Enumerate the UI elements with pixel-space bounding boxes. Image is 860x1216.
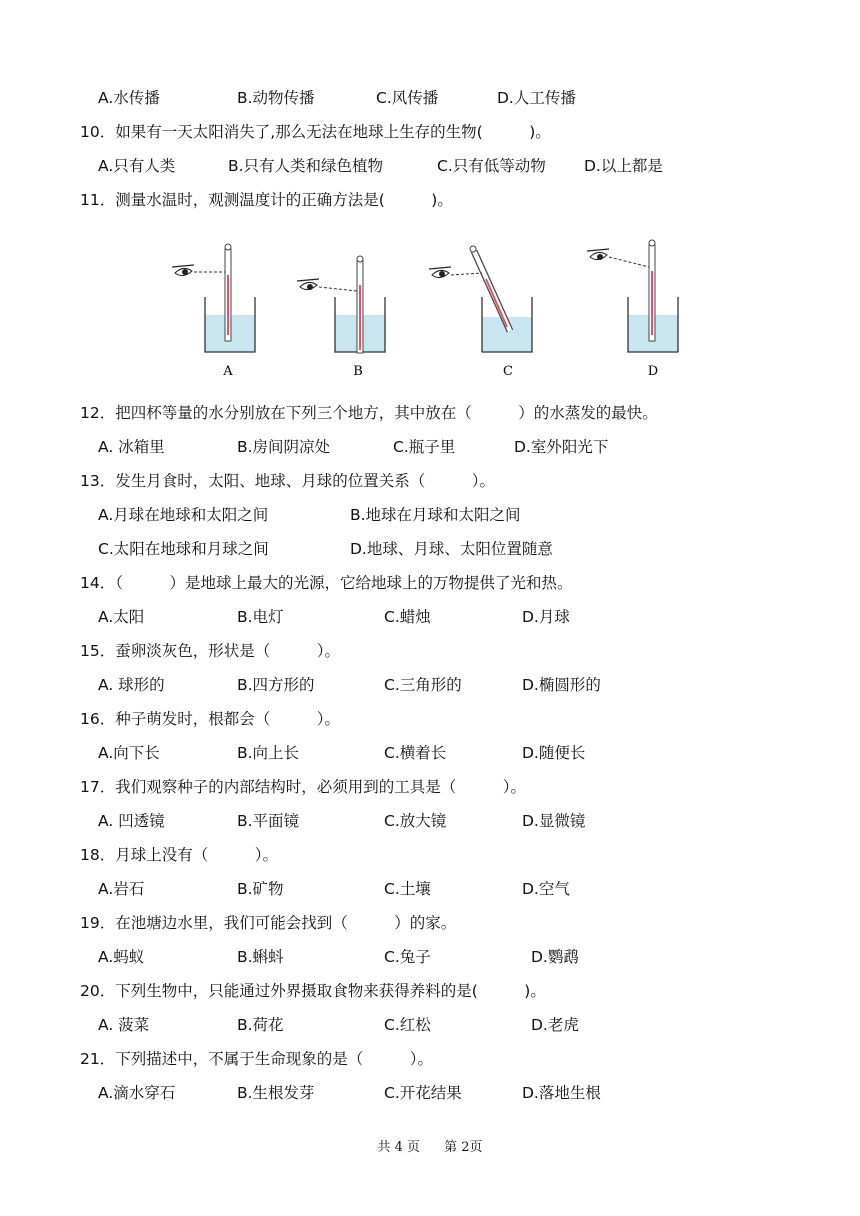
beaker-a (172, 244, 255, 352)
q13-option-d: D.地球、月球、太阳位置随意 (350, 540, 553, 558)
q12-option-b: B.房间阴凉处 (237, 438, 331, 456)
q18-stem: 18．月球上没有（ ）。 (80, 846, 278, 864)
q16-option-c: C.横着长 (384, 744, 447, 762)
figure-label-c: C (503, 364, 513, 379)
q19-option-c: C.兔子 (384, 948, 431, 966)
q19-option-d: D.鹦鹉 (531, 948, 579, 966)
beaker-c (429, 246, 532, 352)
q19-option-a: A.蚂蚁 (98, 948, 145, 966)
q21-option-a: A.滴水穿石 (98, 1084, 176, 1102)
q14-option-a: A.太阳 (98, 608, 145, 626)
q14-option-c: C.蜡烛 (384, 608, 431, 626)
q18-option-b: B.矿物 (237, 880, 284, 898)
q13-stem: 13．发生月食时，太阳、地球、月球的位置关系（ ）。 (80, 472, 495, 490)
figure-label-d: D (647, 364, 659, 379)
q10-option-a: A.只有人类 (98, 157, 176, 175)
beaker-b (297, 256, 385, 353)
q15-option-b: B.四方形的 (237, 676, 315, 694)
q14-stem: 14．（ ）是地球上最大的光源，它给地球上的万物提供了光和热。 (80, 574, 573, 592)
q15-option-a: A. 球形的 (98, 676, 165, 694)
q13-option-a: A.月球在地球和太阳之间 (98, 506, 269, 524)
q20-option-d: D.老虎 (531, 1016, 579, 1034)
q12-option-d: D.室外阳光下 (514, 438, 609, 456)
q14-option-b: B.电灯 (237, 608, 284, 626)
current-page: 第 2页 (444, 1140, 483, 1155)
q17-option-d: D.显微镜 (522, 812, 586, 830)
q10-option-c: C.只有低等动物 (437, 157, 546, 175)
q17-option-b: B.平面镜 (237, 812, 300, 830)
q15-stem: 15．蚕卵淡灰色，形状是（ ）。 (80, 642, 340, 660)
q16-option-b: B.向上长 (237, 744, 300, 762)
q20-stem: 20．下列生物中，只能通过外界摄取食物来获得养料的是( )。 (80, 982, 546, 1000)
q10-stem: 10．如果有一天太阳消失了,那么无法在地球上生存的生物( )。 (80, 123, 551, 141)
q18-option-a: A.岩石 (98, 880, 145, 898)
q16-stem: 16．种子萌发时，根都会（ ）。 (80, 710, 340, 728)
q19-option-b: B.蝌蚪 (237, 948, 284, 966)
q9-option-a: A.水传播 (98, 89, 160, 107)
q18-option-c: C.土壤 (384, 880, 431, 898)
q16-option-d: D.随便长 (522, 744, 586, 762)
q9-option-c: C.风传播 (376, 89, 439, 107)
q19-stem: 19．在池塘边水里，我们可能会找到（ ）的家。 (80, 914, 457, 932)
q9-option-b: B.动物传播 (237, 89, 315, 107)
q17-option-a: A. 凹透镜 (98, 812, 165, 830)
q17-stem: 17．我们观察种子的内部结构时，必须用到的工具是（ ）。 (80, 778, 526, 796)
q21-stem: 21．下列描述中，不属于生命现象的是（ ）。 (80, 1050, 433, 1068)
q20-option-a: A. 菠菜 (98, 1016, 150, 1034)
q15-option-d: D.椭圆形的 (522, 676, 601, 694)
q21-option-d: D.落地生根 (522, 1084, 601, 1102)
q13-option-b: B.地球在月球和太阳之间 (350, 506, 521, 524)
figure-label-a: A (223, 364, 233, 379)
q11-stem: 11．测量水温时，观测温度计的正确方法是( )。 (80, 191, 453, 209)
figure-label-b: B (353, 364, 363, 379)
beaker-d (587, 240, 678, 352)
q15-option-c: C.三角形的 (384, 676, 462, 694)
q17-option-c: C.放大镜 (384, 812, 447, 830)
q21-option-c: C.开花结果 (384, 1084, 462, 1102)
q12-stem: 12．把四杯等量的水分别放在下列三个地方，其中放在（ ）的水蒸发的最快。 (80, 404, 658, 422)
q21-option-b: B.生根发芽 (237, 1084, 315, 1102)
q10-option-b: B.只有人类和绿色植物 (228, 157, 384, 175)
q13-option-c: C.太阳在地球和月球之间 (98, 540, 269, 558)
q9-option-d: D.人工传播 (497, 89, 576, 107)
q12-option-c: C.瓶子里 (393, 438, 456, 456)
q10-option-d: D.以上都是 (584, 157, 663, 175)
total-pages: 共 4 页 (377, 1140, 420, 1155)
q18-option-d: D.空气 (522, 880, 570, 898)
q14-option-d: D.月球 (522, 608, 570, 626)
thermometer-figure (150, 235, 710, 385)
q20-option-c: C.红松 (384, 1016, 431, 1034)
q16-option-a: A.向下长 (98, 744, 160, 762)
page-footer (0, 1136, 860, 1155)
q12-option-a: A. 冰箱里 (98, 438, 165, 456)
q20-option-b: B.荷花 (237, 1016, 284, 1034)
